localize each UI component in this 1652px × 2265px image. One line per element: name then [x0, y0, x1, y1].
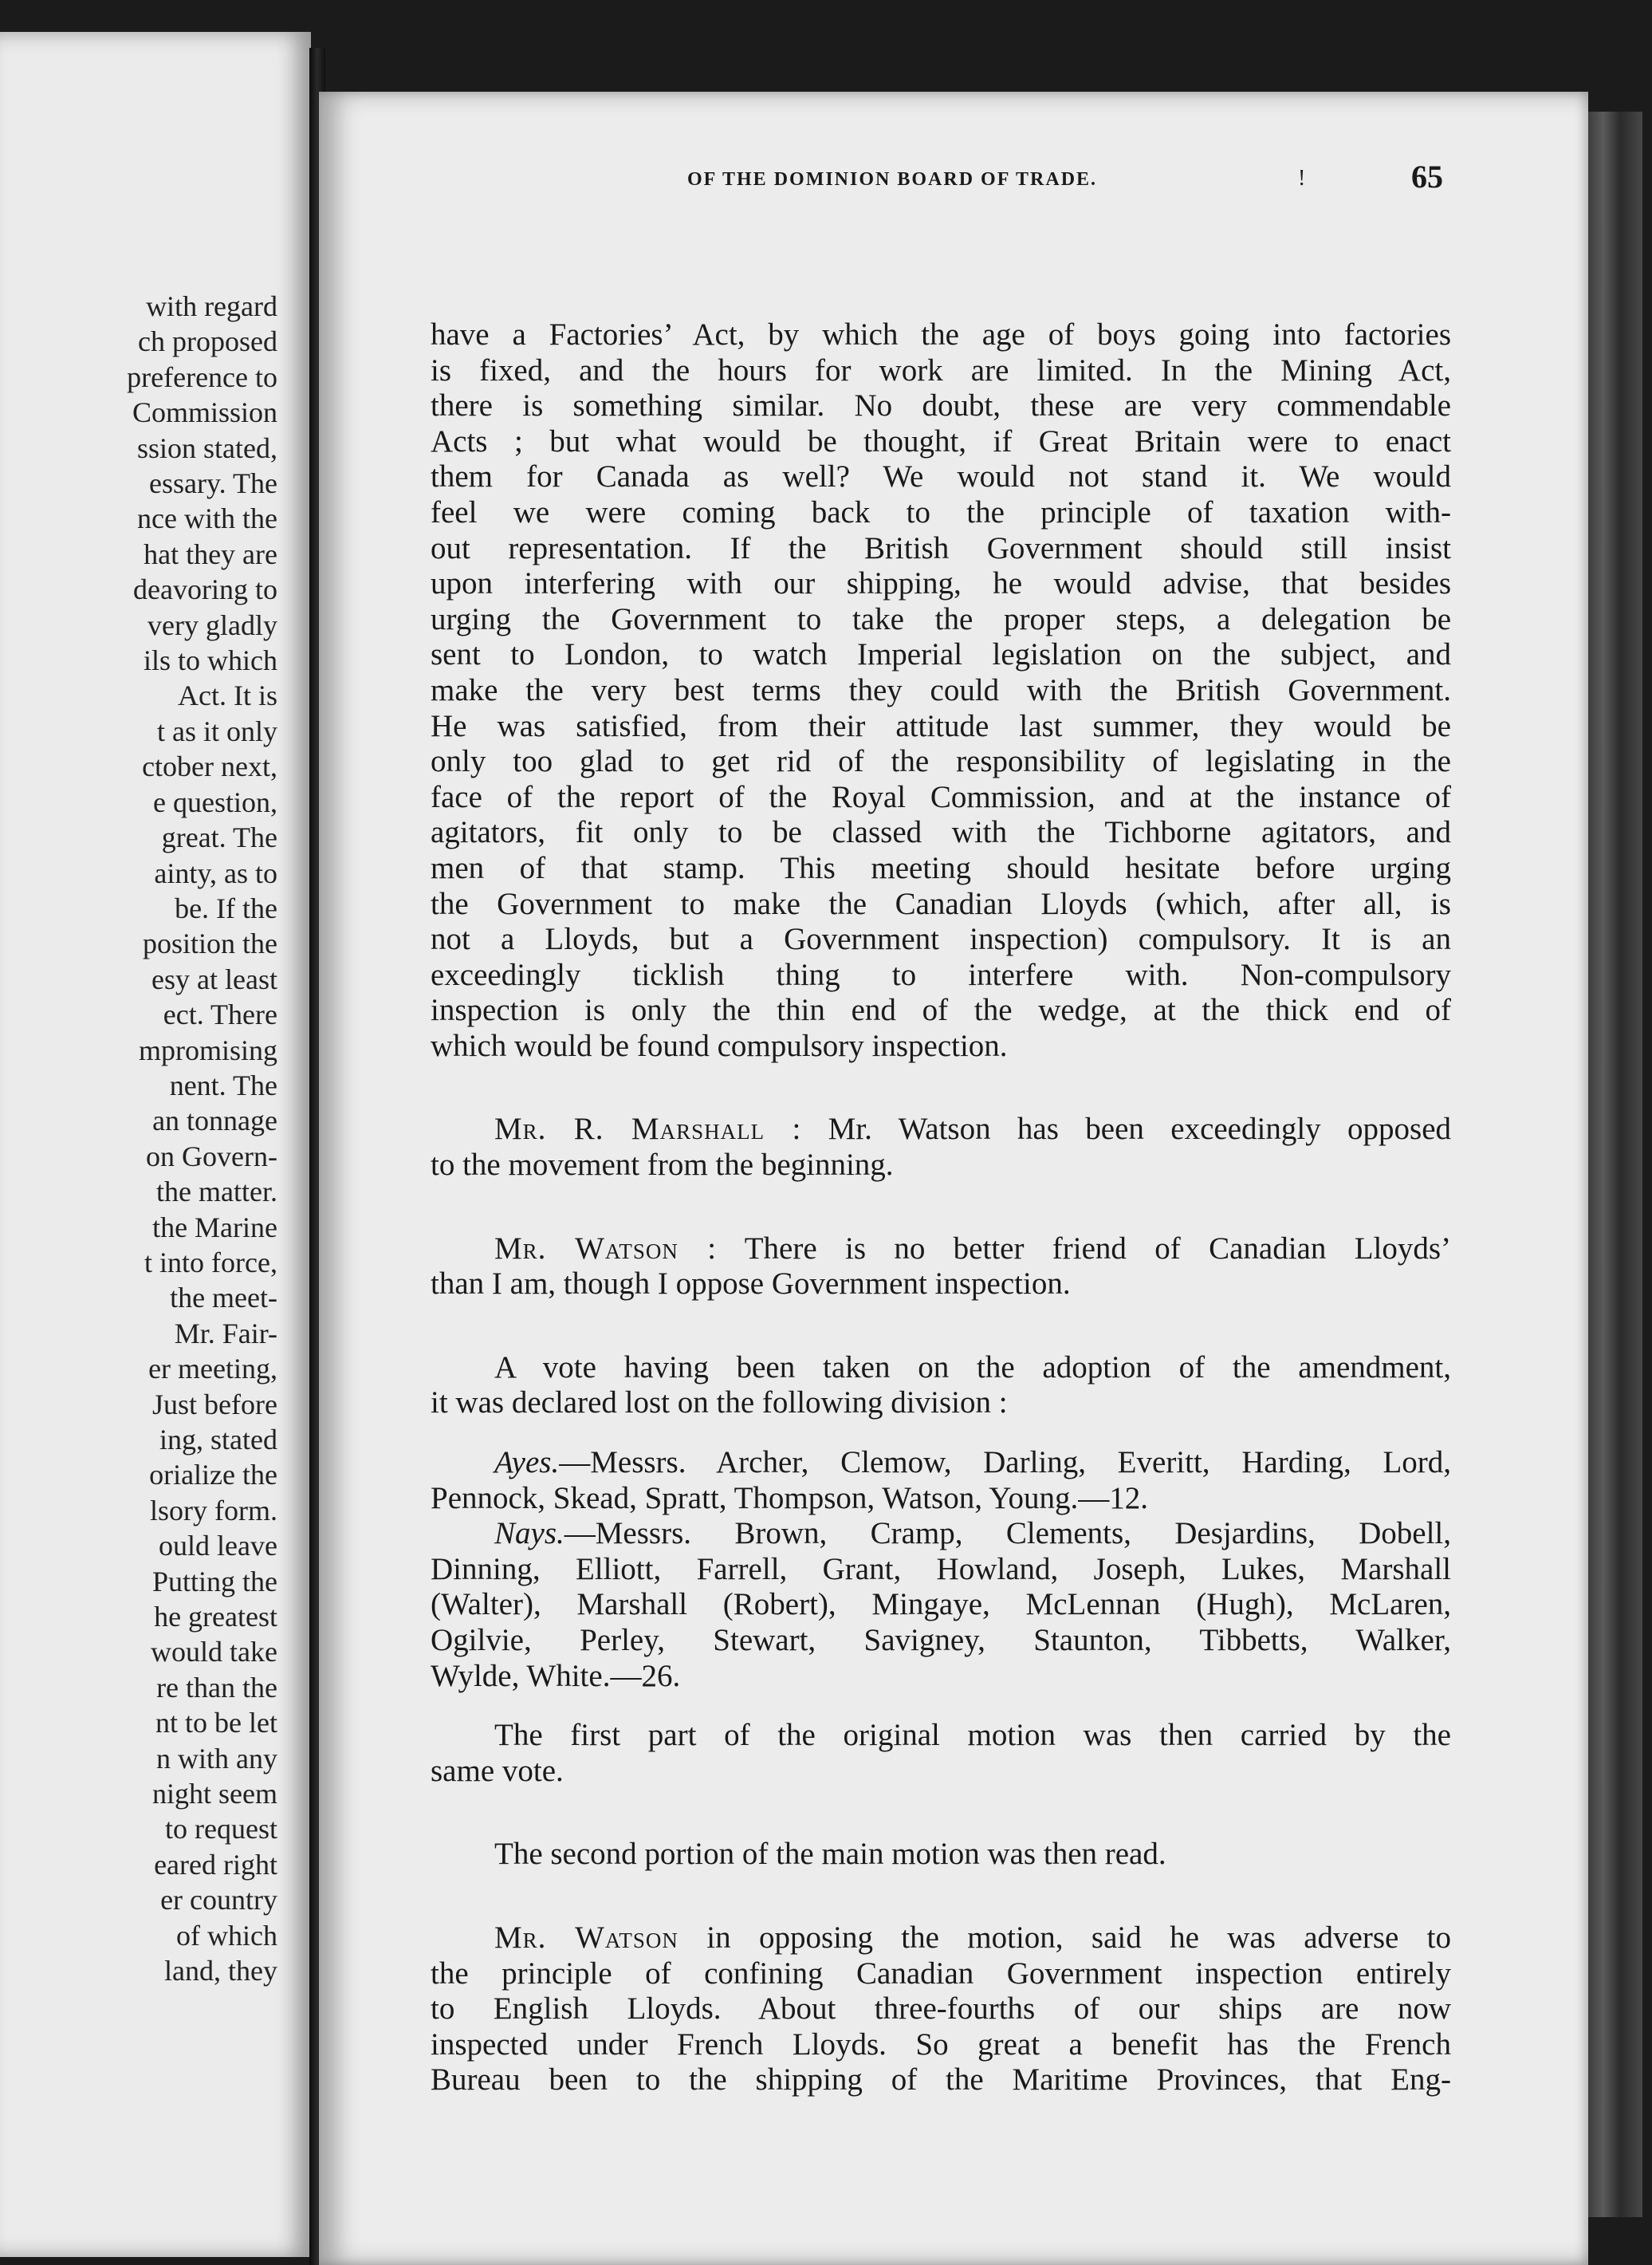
speech-text: There is no better friend of Canadian Lloyds’: [744, 1231, 1452, 1266]
facing-page-line: ainty, as to: [154, 857, 277, 889]
facing-page-line: ctober next,: [142, 750, 277, 783]
paragraph-vote: [431, 1350, 1451, 1421]
facing-page-line: be. If the: [175, 892, 277, 924]
text-line: which would be found compulsory inspection.: [431, 1028, 1008, 1063]
facing-page-line: ing, stated: [159, 1424, 277, 1456]
text-line: [431, 1112, 1451, 1148]
text-line: (Walter), Marshall (Robert), Mingaye, McLennan (Hugh), McLaren,: [431, 1587, 1451, 1622]
facing-page-line: nent. The: [169, 1069, 277, 1101]
text-line: [431, 1920, 1451, 1956]
text-line: to the movement from the beginning.: [431, 1148, 894, 1183]
text-line: there is something similar. No doubt, these are very commendable: [431, 388, 1451, 423]
facing-page-line: hat they are: [144, 538, 277, 570]
paragraph-ayes: [431, 1445, 1451, 1516]
facing-page-line: ils to which: [144, 644, 277, 677]
facing-page-line: Just before: [152, 1388, 277, 1420]
facing-page-line: eared right: [154, 1848, 277, 1881]
facing-page-line: esy at least: [151, 963, 277, 995]
facing-page-line: er meeting,: [148, 1353, 277, 1385]
facing-page-line: ssion stated,: [137, 431, 277, 464]
paragraph-nays: [431, 1516, 1451, 1694]
facing-page-line: e question,: [153, 786, 277, 818]
text-line: Acts ; but what would be thought, if Great Britain were to enact: [431, 423, 1451, 459]
facing-page-line: t as it only: [157, 715, 277, 747]
text-line: agitators, fit only to be classed with the Tichborne agitators, and: [431, 815, 1451, 850]
text-line: inspected under French Lloyds. So great a benefit has the French: [431, 2027, 1451, 2062]
facing-page-line: preference to: [127, 360, 277, 393]
facing-page-line: re than the: [156, 1671, 277, 1704]
facing-page-line: orialize the: [149, 1459, 277, 1491]
body-text: [431, 317, 1451, 2098]
facing-page-line: to request: [165, 1813, 277, 1845]
facing-page-line: very gladly: [148, 609, 277, 641]
facing-page-line: the Marine: [152, 1211, 277, 1243]
facing-page-line: would take: [151, 1636, 277, 1668]
facing-page-line: night seem: [152, 1778, 277, 1810]
facing-page-line: Putting the: [151, 1565, 277, 1597]
speaker-name: Mr. R. Marshall :: [494, 1112, 802, 1147]
facing-page-line: Mr. Fair-: [174, 1317, 277, 1349]
text-line: upon interfering with our shipping, he would advise, that besides: [431, 566, 1451, 601]
text-line: only too glad to get rid of the responsibility of legislating in the: [431, 744, 1451, 779]
running-head-text: OF THE DOMINION BOARD OF TRADE.: [687, 169, 1098, 190]
paragraph-watson-reply: [431, 1231, 1451, 1302]
text-line: Dinning, Elliott, Farrell, Grant, Howland, Joseph, Lukes, Marshall: [431, 1551, 1451, 1586]
facing-page-line: ect. There: [163, 999, 277, 1031]
text-line: Pennock, Skead, Spratt, Thompson, Watson, Young.—12.: [431, 1480, 1149, 1515]
text-line: it was declared lost on the following division :: [431, 1385, 1008, 1420]
facing-page-line: the matter.: [156, 1176, 277, 1208]
text-line: same vote.: [431, 1753, 564, 1788]
text-line: have a Factories’ Act, by which the age of boys going into factories: [431, 317, 1451, 352]
page-number: 65: [1411, 159, 1443, 195]
text-line: Wylde, White.—26.: [431, 1658, 681, 1693]
text-line: Ogilvie, Perley, Stewart, Savigney, Staunton, Tibbetts, Walker,: [431, 1623, 1451, 1657]
text-line: Bureau been to the shipping of the Maritime Provinces, that Eng-: [431, 2062, 1451, 2098]
facing-page-line: position the: [143, 928, 277, 960]
text-line: out representation. If the British Government should still insist: [431, 530, 1451, 565]
ayes-label: Ayes.: [494, 1445, 560, 1480]
facing-page-line: with regard: [146, 290, 277, 322]
paragraph-watson-opposing: [431, 1920, 1451, 2098]
facing-page-line: ch proposed: [138, 325, 277, 358]
speech-text: Mr. Watson has been exceedingly opposed: [828, 1112, 1452, 1147]
text-line: [431, 1445, 1451, 1481]
facing-page-line: an tonnage: [152, 1105, 277, 1137]
facing-page-line: on Govern-: [146, 1140, 277, 1172]
facing-page-line: great. The: [161, 821, 277, 854]
paragraph-second-portion: [431, 1837, 1451, 1873]
text-line: exceedingly ticklish thing to interfere with. Non-compulsory: [431, 957, 1451, 992]
text-line: them for Canada as well? We would not stand it. We would: [431, 459, 1451, 494]
text-line: inspection is only the thin end of the wedge, at the thick end of: [431, 993, 1451, 1028]
text-line: not a Lloyds, but a Government inspection) compulsory. It is an: [431, 922, 1451, 957]
facing-page-line: essary. The: [149, 467, 277, 500]
facing-page-line: nt to be let: [155, 1707, 277, 1739]
text-line: to English Lloyds. About three-fourths of our ships are now: [431, 1991, 1451, 2027]
facing-page-line: nce with the: [137, 502, 277, 535]
text-line: face of the report of the Royal Commission, and at the instance of: [431, 779, 1451, 814]
text-line: A vote having been taken on the adoption of the amendment,: [494, 1349, 1451, 1385]
text-line: sent to London, to watch Imperial legislation on the subject, and: [431, 637, 1451, 672]
facing-page-text: [127, 289, 277, 1989]
text-line: is fixed, and the hours for work are limited. In the Mining Act,: [431, 353, 1451, 388]
facing-page-line: of which: [176, 1919, 277, 1952]
text-line: than I am, though I oppose Government inspection.: [431, 1266, 1071, 1302]
facing-page-line: he greatest: [154, 1601, 277, 1633]
text-line: the Government to make the Canadian Lloyds (which, after all, is: [431, 886, 1451, 921]
facing-page-left: [0, 32, 311, 2257]
facing-page-line: mpromising: [138, 1034, 277, 1066]
text-line: urging the Government to take the proper steps, a delegation be: [431, 601, 1451, 636]
text-line: The first part of the original motion was then carried by the: [494, 1718, 1451, 1753]
text-line: men of that stamp. This meeting should hesitate before urging: [431, 850, 1451, 885]
speaker-name: Mr. Watson: [494, 1920, 678, 1955]
paragraph-continuation: [431, 317, 1451, 1064]
speaker-name: Mr. Watson :: [494, 1231, 718, 1266]
paragraph-first-part: [431, 1718, 1451, 1789]
text-line: feel we were coming back to the principle of taxation with-: [431, 494, 1451, 530]
facing-page-line: Commission: [132, 396, 277, 429]
text-line: He was satisfied, from their attitude last summer, they would be: [431, 708, 1451, 743]
nays-label: Nays.: [494, 1516, 564, 1551]
facing-page-line: n with any: [156, 1742, 277, 1775]
text-line: make the very best terms they could with the British Government.: [431, 672, 1451, 707]
text-line: The second portion of the main motion was then read.: [494, 1837, 1166, 1872]
running-head-mark: !: [1298, 166, 1308, 191]
facing-page-line: land, they: [164, 1955, 277, 1987]
speech-text: in opposing the motion, said he was adverse to: [706, 1920, 1452, 1955]
facing-page-line: ould leave: [159, 1530, 277, 1562]
facing-page-line: deavoring to: [133, 573, 277, 606]
ayes-names: —Messrs. Archer, Clemow, Darling, Everitt, Harding, Lord,: [559, 1445, 1451, 1480]
facing-page-line: t into force,: [144, 1246, 277, 1278]
paragraph-marshall: [431, 1112, 1451, 1183]
facing-page-line: Act. It is: [178, 680, 277, 712]
text-line: the principle of confining Canadian Government inspection entirely: [431, 1956, 1451, 1991]
nays-names: —Messrs. Brown, Cramp, Clements, Desjardins, Dobell,: [564, 1516, 1451, 1551]
book-edge: [1587, 112, 1642, 2217]
facing-page-line: er country: [160, 1884, 277, 1916]
facing-page-line: the meet-: [170, 1282, 277, 1314]
text-line: [431, 1516, 1451, 1552]
facing-page-line: lsory form.: [150, 1494, 277, 1526]
text-line: [431, 1231, 1451, 1267]
